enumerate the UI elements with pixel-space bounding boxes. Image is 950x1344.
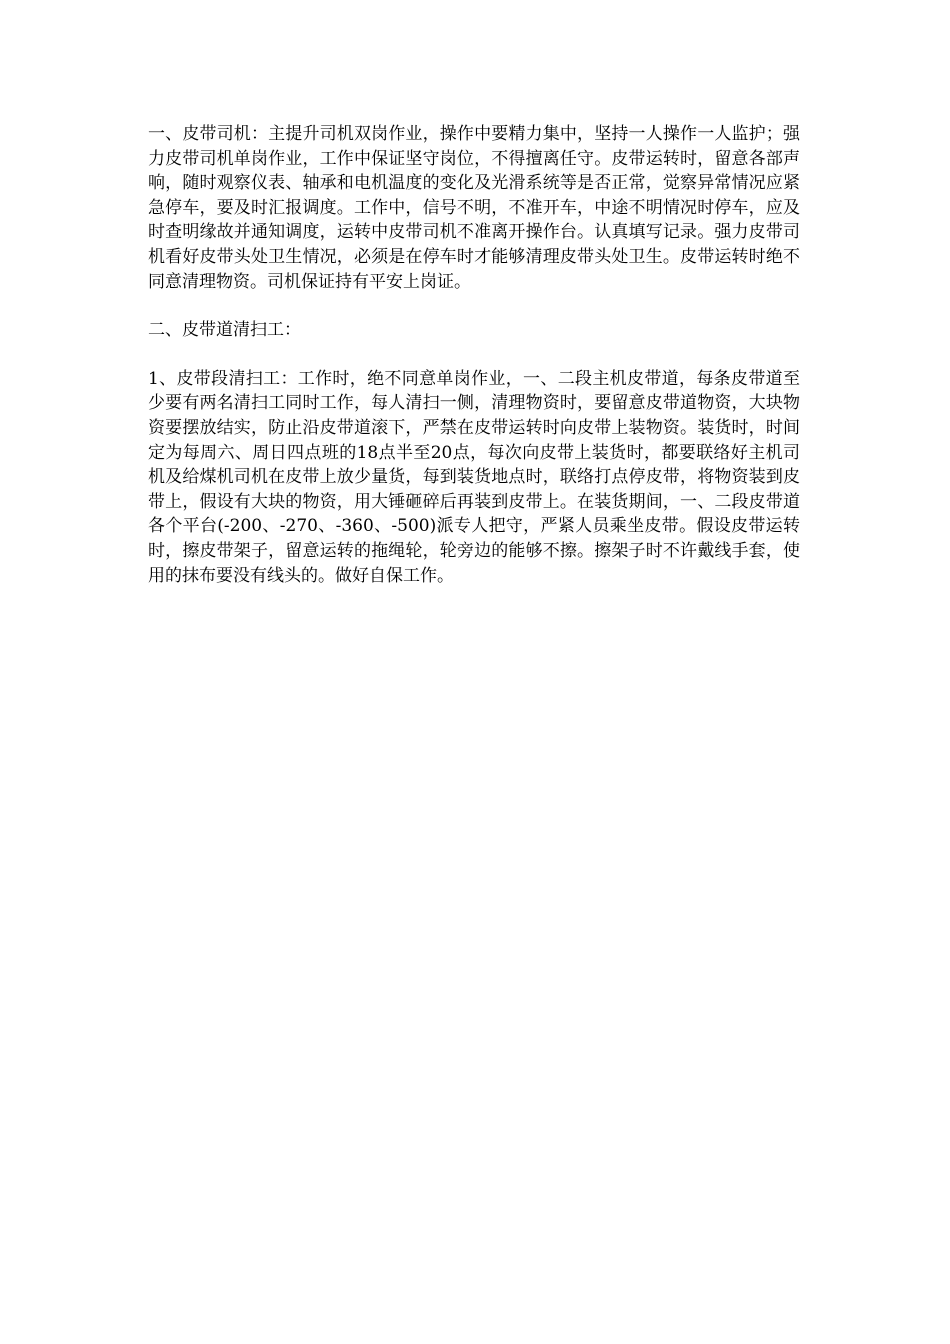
paragraph-cleaner-heading: 二、皮带道清扫工： [148,320,301,341]
paragraph-belt-driver: 一、皮带司机：主提升司机双岗作业，操作中要精力集中，坚持一人操作一人监护；强力皮带司机单岗作业，工作中保证坚守岗位，不得擅离任守。皮带运转时，留意各部声响，随时观察仪表、轴承和电机温度的变化及光滑系统等是否正常，觉察异常情况应紧急停车，要及时汇报调度。工作中，信号不明，不准开车，中途不明情况时停车，应及时查明缘故并通知调度，运转中皮带司机不准离开操作台。认真填写记录。强力皮带司机看好皮带头处卫生情况，必须是在停车时才能够清理皮带头处卫生。皮带运转时绝不同意清理物资。司机保证持有平安上岗证。 [148,124,800,292]
paragraph-section-cleaner: 1、皮带段清扫工：工作时，绝不同意单岗作业，一、二段主机皮带道，每条皮带道至少要有两名清扫工同时工作，每人清扫一侧，清理物资时，要留意皮带道物资，大块物资要摆放结实，防止沿皮带道滚下，严禁在皮带运转时向皮带上装物资。装货时，时间定为每周六、周日四点班的18点半至20点，每次向皮带上装货时，都要联络好主机司机及给煤机司机在皮带上放少量货，每到装货地点时，联络打点停皮带，将物资装到皮带上，假设有大块的物资，用大锤砸碎后再装到皮带上。在装货期间，一、二段皮带道各个平台(-200、-270、-360、-500)派专人把守，严紧人员乘坐皮带。假设皮带运转时，擦皮带架子，留意运转的拖绳轮，轮旁边的能够不擦。擦架子时不许戴线手套，使用的抹布要没有线头的。做好自保工作。 [148,368,800,586]
document-page [148,122,800,588]
